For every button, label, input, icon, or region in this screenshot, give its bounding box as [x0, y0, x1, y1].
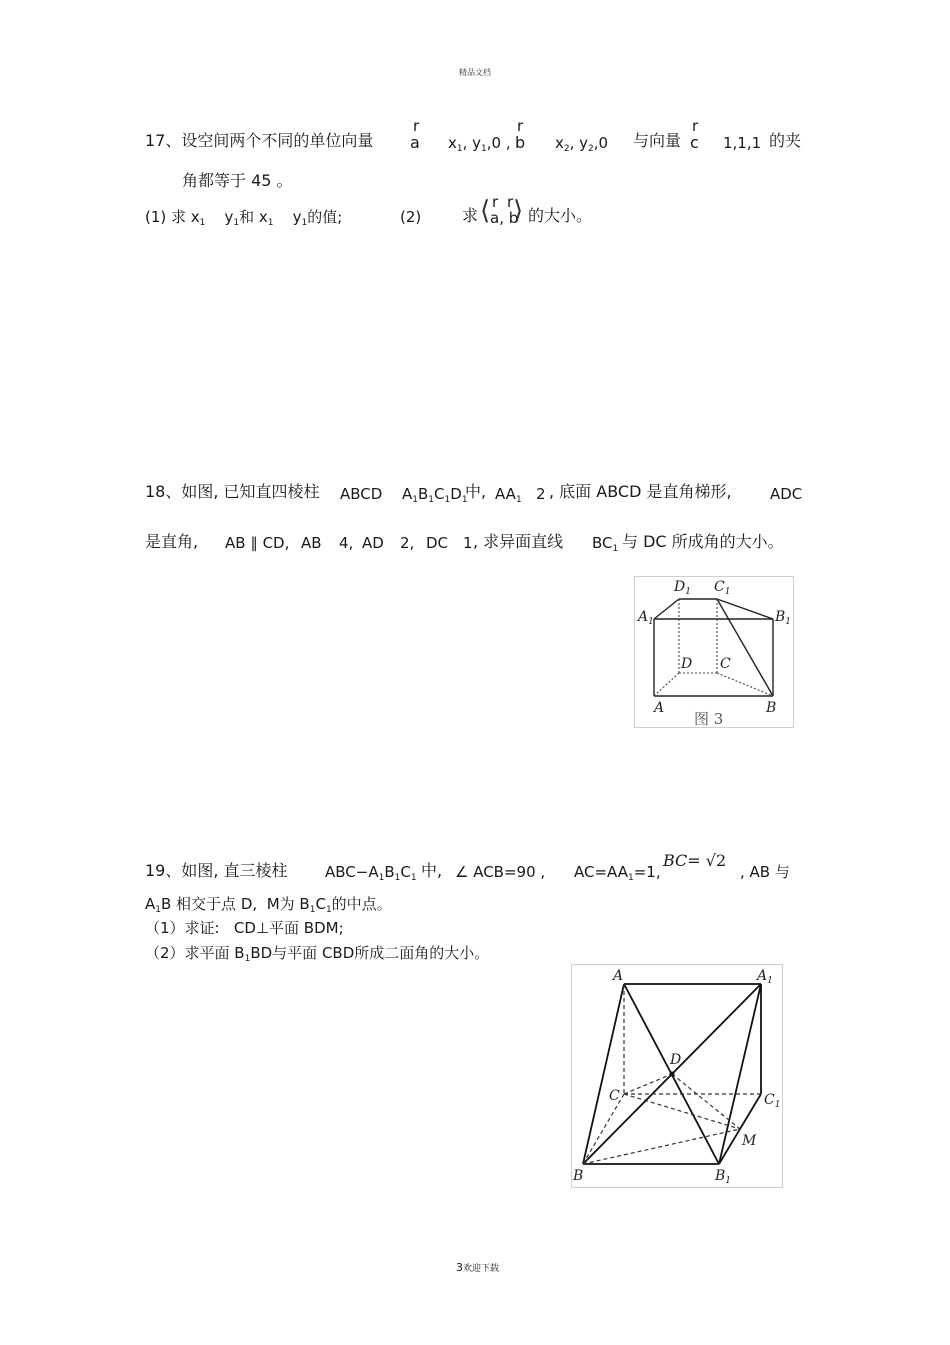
hidden-segment-cm — [624, 1094, 740, 1129]
q18-abcd: ABCD — [340, 485, 383, 503]
page-header: 精品文档 — [459, 68, 491, 77]
q19-line2: $A_1B$ 相交于点 D, M为 $B_1C_1$的中点。 — [145, 895, 392, 915]
vector-arrow: r — [507, 193, 514, 211]
segment-bc1 — [717, 599, 773, 696]
q19-part2: （2）求平面 $B_1BD$与平面 CBD所成二面角的大小。 — [145, 944, 490, 964]
label-d: D — [681, 656, 693, 672]
figure-caption: 图 3 — [694, 710, 724, 728]
q18-line2f: 2, — [400, 534, 415, 552]
hidden-edge-ad — [654, 673, 679, 696]
q17-mid: 与向量 — [633, 131, 682, 150]
q19-bc-formula: BC= √2 — [663, 851, 727, 870]
label-a: A — [654, 700, 665, 716]
left-angle-bracket: ⟨ — [480, 196, 491, 226]
q18-aa1: $AA_1$ — [495, 485, 522, 505]
label-d: D — [670, 1052, 682, 1068]
label-b: B — [573, 1168, 584, 1184]
label-a1: $A_1$ — [638, 609, 654, 627]
label-m: M — [742, 1133, 757, 1149]
vector-c: c — [690, 133, 699, 152]
q17-tail: 的夹 — [769, 131, 802, 150]
q19-prism-name: $ABC-A_1B_1C_1$ — [325, 863, 417, 883]
page-footer — [456, 1261, 499, 1274]
vector-arrow: r — [492, 193, 499, 211]
label-c1: $C_1$ — [714, 579, 731, 597]
point-d — [670, 1072, 675, 1077]
edge-ab — [583, 984, 624, 1164]
q18-line2g: DC — [426, 534, 449, 552]
edge-a1d1 — [654, 599, 679, 619]
q18-zhong: 中, — [465, 482, 487, 501]
q18-line2c: AB — [301, 534, 322, 552]
q18-a1b1c1d1: $A_1B_1C_1D_1$ — [402, 485, 468, 505]
q17-part2-num: (2) — [400, 208, 422, 226]
q19-ac: $AC=AA_1=1$, — [574, 863, 661, 883]
label-c: C — [720, 656, 731, 672]
q17-lead: 17、设空间两个不同的单位向量 — [145, 131, 374, 150]
label-d1: $D_1$ — [674, 579, 691, 597]
q18-two: 2 — [536, 485, 546, 503]
label-b: B — [766, 700, 777, 716]
triangular-prism-figure — [571, 964, 783, 1188]
q18-base: , 底面 ABCD 是直角梯形, — [549, 482, 732, 501]
q18-line2h: 1 — [463, 534, 473, 552]
hidden-segment-cd — [624, 1074, 672, 1094]
vector-arrow: r — [692, 117, 699, 135]
vector-b: b — [515, 133, 526, 152]
q19-lead: 19、如图, 直三棱柱 — [145, 861, 288, 880]
q17-b-coords: $x_2$, $y_2,0$ — [555, 134, 609, 154]
q19-angle: ∠ ACB=90 , — [455, 863, 546, 881]
vector-a: a — [410, 133, 420, 152]
label-a1: $A_1$ — [757, 968, 773, 986]
hidden-edge-cb — [717, 673, 773, 696]
q19-zhong: 中, — [421, 861, 443, 880]
q18-line2e: AD — [362, 534, 384, 552]
vector-pair: a, b — [490, 209, 519, 227]
q17-line2: 角都等于 45 。 — [182, 171, 293, 190]
q18-line2i: , 求异面直线 — [473, 532, 564, 551]
vector-arrow: r — [517, 117, 524, 135]
q17-part2-tail: 的大小。 — [528, 206, 593, 225]
right-angle-bracket: ⟩ — [513, 196, 524, 226]
vector-arrow: r — [413, 117, 420, 135]
q18-lead: 18、如图, 已知直四棱柱 — [145, 482, 320, 501]
q18-line2a: 是直角, — [145, 532, 199, 551]
label-a: A — [613, 968, 624, 984]
label-b1: $B_1$ — [715, 1168, 732, 1186]
q18-line2d: 4, — [339, 534, 354, 552]
q18-bc1: $BC_1$ — [592, 534, 619, 554]
page-number: 3 — [456, 1261, 463, 1274]
footer-text: 欢迎下载 — [463, 1264, 500, 1274]
label-b1: $B_1$ — [775, 609, 792, 627]
prism-figure — [634, 576, 794, 728]
q18-adc: ADC — [770, 485, 803, 503]
q17-a-coords: $x_1$, $y_1,0$ , — [448, 134, 511, 154]
q19-ab-yu: , AB 与 — [740, 863, 790, 881]
q17-part1: (1) 求 $x_1$ $y_1$和 $x_1$ $y_1$的值; — [145, 208, 343, 228]
vector-c-value: 1,1,1 — [723, 134, 762, 152]
q17-part2-ask: 求 — [462, 206, 479, 225]
label-c: C — [609, 1088, 620, 1104]
label-c1: $C_1$ — [764, 1092, 781, 1110]
q18-line2b: AB ∥ CD, — [225, 534, 290, 552]
edge-c1b1 — [717, 599, 773, 619]
q18-line2j: 与 DC 所成角的大小。 — [622, 532, 784, 551]
q19-part1: （1）求证: CD⊥平面 BDM; — [145, 919, 344, 937]
